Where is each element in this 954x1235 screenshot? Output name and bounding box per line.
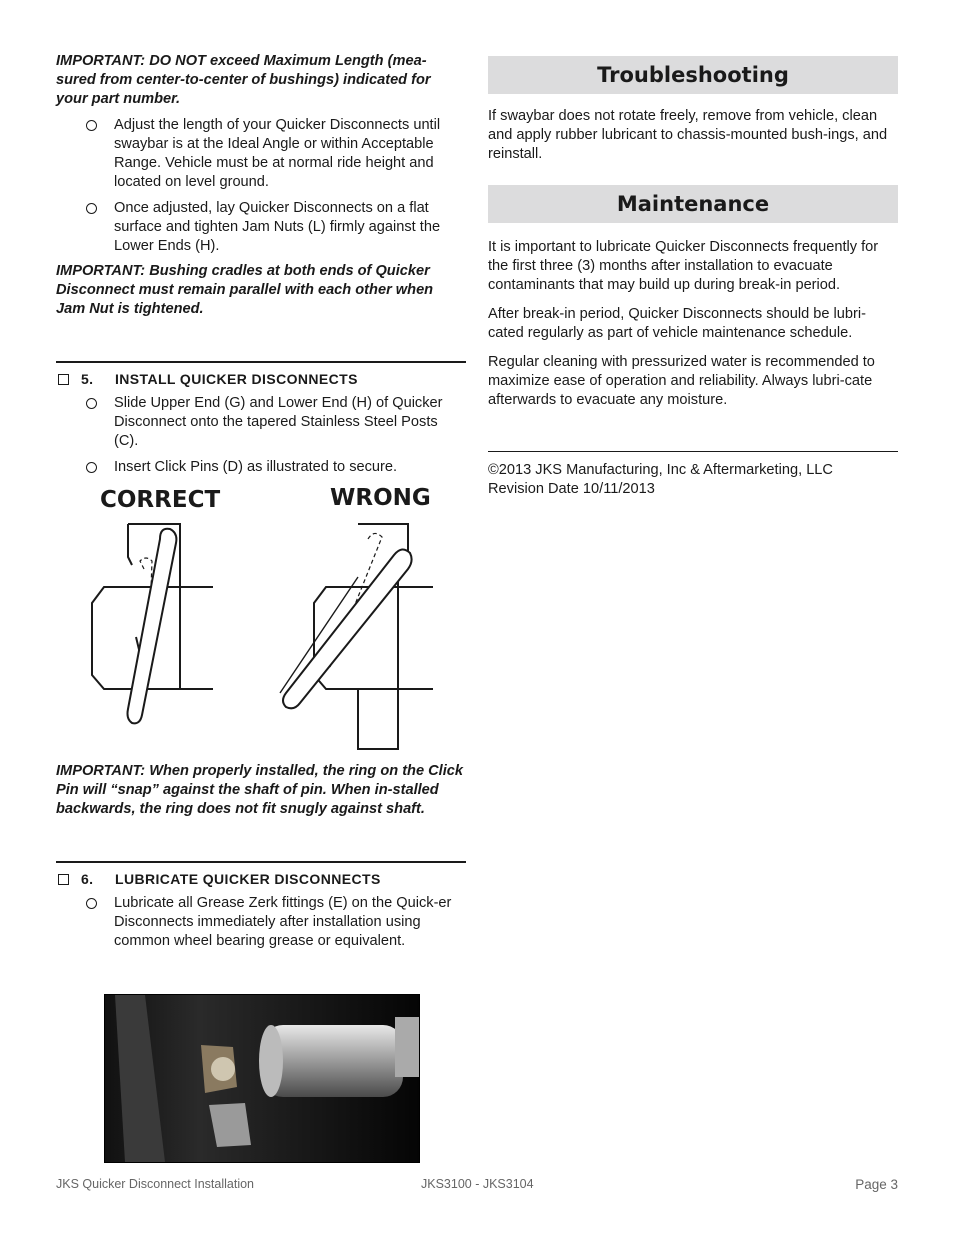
- grease-fitting-image: [105, 995, 419, 1162]
- maintenance-paragraph: It is important to lubricate Quicker Disconnects frequently for the first three (3) months after installation to evacuate contaminants that may build up during break-in period.: [488, 239, 879, 293]
- correct-pin-drawing: [92, 524, 213, 723]
- copyright-text: ©2013 JKS Manufacturing, Inc & Aftermarketing, LLC: [488, 462, 833, 478]
- wrong-pin-drawing: [280, 524, 433, 749]
- step-5-heading: 5. INSTALL QUICKER DISCONNECTS: [56, 361, 466, 387]
- lubricate-bullet-list: [56, 894, 466, 951]
- open-circle-bullet-icon: [86, 898, 97, 909]
- revision-date: Revision Date 10/11/2013: [488, 481, 655, 497]
- maintenance-paragraph: Regular cleaning with pressurized water is recommended to maximize ease of operation and reliability. Always lubri-cate afterwards to evacuate any moisture.: [488, 354, 875, 408]
- open-circle-bullet-icon: [86, 120, 97, 131]
- wrong-label: WRONG: [330, 485, 431, 511]
- click-pin-diagram: [56, 487, 466, 762]
- divider: [488, 451, 898, 452]
- important-note-bushing-cradles: IMPORTANT: Bushing cradles at both ends of Quicker Disconnect must remain parallel with each other when Jam Nut is tightened.: [56, 263, 434, 317]
- list-item: Slide Upper End (G) and Lower End (H) of Quicker Disconnect onto the tapered Stainless Steel Posts (C).: [56, 394, 466, 451]
- open-circle-bullet-icon: [86, 462, 97, 473]
- right-column: [488, 56, 898, 499]
- checkbox-square-icon: [58, 374, 69, 385]
- adjust-bullet-list: [56, 116, 466, 256]
- open-circle-bullet-icon: [86, 398, 97, 409]
- maintenance-paragraph: After break-in period, Quicker Disconnects should be lubri-cated regularly as part of vehicle maintenance schedule.: [488, 306, 866, 341]
- list-item: Lubricate all Grease Zerk fittings (E) on the Quick-er Disconnects immediately after installation using common wheel bearing grease or equivalent.: [56, 894, 466, 951]
- footer-page-number: Page 3: [855, 1177, 898, 1192]
- left-column: [56, 52, 466, 951]
- troubleshooting-header: Troubleshooting: [488, 56, 898, 94]
- grease-zerk-photo: [104, 994, 420, 1163]
- list-item: Once adjusted, lay Quicker Disconnects on a flat surface and tighten Jam Nuts (L) firmly against the Lower Ends (H).: [56, 199, 466, 256]
- troubleshooting-text: If swaybar does not rotate freely, remove from vehicle, clean and apply rubber lubricant to chassis-mounted bush-ings, and reinstall.: [488, 108, 888, 162]
- install-bullet-list: [56, 394, 466, 477]
- footer-part-numbers: JKS3100 - JKS3104: [421, 1177, 534, 1191]
- important-note-max-length: IMPORTANT: DO NOT exceed Maximum Length (mea-sured from center-to-center of bushings) indicated for your part number.: [56, 53, 431, 107]
- step-6-heading: 6. LUBRICATE QUICKER DISCONNECTS: [56, 861, 466, 887]
- list-item: Insert Click Pins (D) as illustrated to secure.: [56, 458, 466, 477]
- open-circle-bullet-icon: [86, 203, 97, 214]
- maintenance-header: Maintenance: [488, 185, 898, 223]
- important-note-click-pin: IMPORTANT: When properly installed, the ring on the Click Pin will “snap” against the shaft of pin. When in-stalled backwards, the ring does not fit snugly against shaft.: [56, 763, 464, 817]
- correct-label: CORRECT: [100, 487, 221, 513]
- pin-illustration: [56, 517, 466, 757]
- footer-doc-title: JKS Quicker Disconnect Installation: [56, 1177, 255, 1191]
- checkbox-square-icon: [58, 874, 69, 885]
- list-item: Adjust the length of your Quicker Disconnects until swaybar is at the Ideal Angle or within Acceptable Range. Vehicle must be at normal ride height and located on level ground.: [56, 116, 466, 192]
